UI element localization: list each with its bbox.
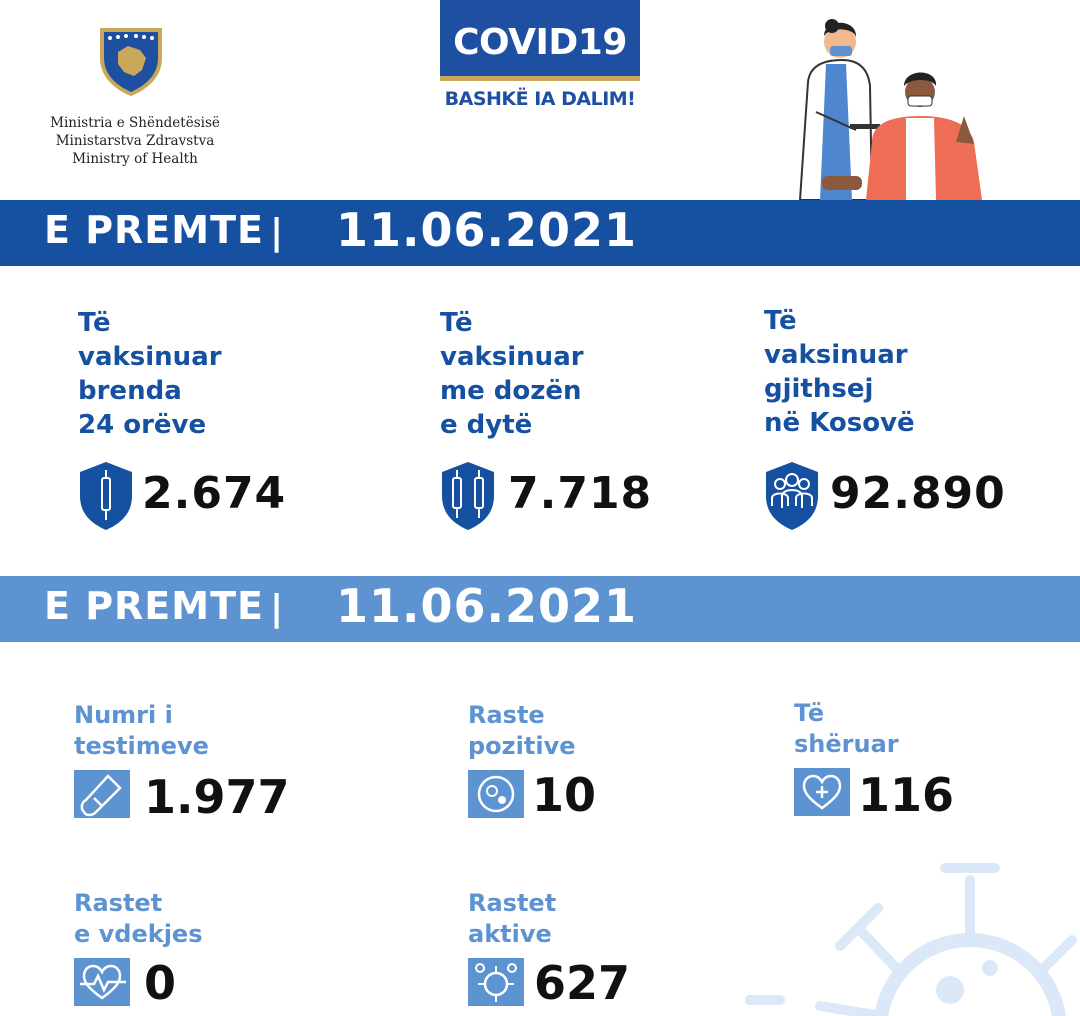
stat-label-line: testimeve bbox=[74, 732, 209, 760]
vaccinated-total-value: 92.890 bbox=[830, 468, 1006, 519]
heartbeat-icon bbox=[74, 958, 130, 1006]
stat-label-line: Të bbox=[794, 699, 825, 727]
active-cases-value: 627 bbox=[534, 956, 631, 1010]
stat-label-line: e dytë bbox=[440, 410, 533, 440]
syringe-icon bbox=[76, 460, 136, 532]
cases-date: 11.06.2021 bbox=[336, 579, 638, 633]
stat-label-line: pozitive bbox=[468, 732, 576, 760]
deaths-value: 0 bbox=[144, 956, 177, 1010]
heart-hands-icon bbox=[794, 768, 850, 816]
positive-cases-stat bbox=[468, 700, 575, 762]
deaths-stat bbox=[74, 888, 202, 950]
stat-label-line: Raste bbox=[468, 701, 545, 729]
vaccinated-second-dose-stat bbox=[440, 306, 584, 442]
virus-watermark-icon bbox=[720, 860, 1080, 1016]
stat-label-line: Të bbox=[440, 308, 473, 338]
stat-label-line: me dozën bbox=[440, 376, 582, 406]
recovered-stat bbox=[794, 698, 899, 760]
campaign-title: COVID19 bbox=[453, 22, 627, 63]
recovered-value: 116 bbox=[858, 768, 955, 822]
ministry-name-albanian: Ministria e Shëndetësisë bbox=[50, 115, 220, 131]
active-cases-stat bbox=[468, 888, 556, 950]
stat-label-line: aktive bbox=[468, 920, 552, 948]
positive-cases-value: 10 bbox=[532, 768, 597, 822]
stat-label-line: gjithsej bbox=[764, 374, 874, 404]
stat-label-line: Të bbox=[764, 306, 797, 336]
vaccinated-second-dose-value: 7.718 bbox=[508, 468, 653, 519]
ministry-name-english: Ministry of Health bbox=[72, 151, 198, 167]
vaccination-separator: | bbox=[270, 212, 284, 253]
vaccination-illustration-icon bbox=[760, 12, 1000, 202]
kosovo-coat-of-arms-icon bbox=[96, 24, 166, 98]
stat-label-line: Numri i bbox=[74, 701, 173, 729]
stat-label-line: shëruar bbox=[794, 730, 899, 758]
virus-icon bbox=[468, 958, 524, 1006]
stat-label-line: vaksinuar bbox=[78, 342, 222, 372]
cases-day: E PREMTE bbox=[44, 584, 264, 628]
campaign-slogan: BASHKË IA DALIM! bbox=[444, 88, 636, 110]
stat-label-line: brenda bbox=[78, 376, 182, 406]
vaccination-day: E PREMTE bbox=[44, 208, 264, 252]
tests-stat bbox=[74, 700, 209, 762]
stat-label-line: Rastet bbox=[74, 889, 163, 917]
double-syringe-icon bbox=[438, 460, 498, 532]
stat-label-line: e vdekjes bbox=[74, 920, 203, 948]
ministry-name-serbian: Ministarstva Zdravstva bbox=[55, 133, 215, 149]
vaccination-date: 11.06.2021 bbox=[336, 203, 638, 257]
test-tube-icon bbox=[74, 770, 130, 818]
vaccinated-24h-stat bbox=[78, 306, 222, 442]
stat-label-line: vaksinuar bbox=[440, 342, 584, 372]
virus-petri-icon bbox=[468, 770, 524, 818]
stat-label-line: Rastet bbox=[468, 889, 557, 917]
campaign-divider bbox=[440, 76, 640, 81]
cases-separator: | bbox=[270, 588, 284, 629]
stat-label-line: në Kosovë bbox=[764, 408, 915, 438]
stat-label-line: 24 orëve bbox=[78, 410, 207, 440]
vaccinated-total-stat bbox=[764, 304, 915, 440]
vaccinated-24h-value: 2.674 bbox=[142, 468, 287, 519]
stat-label-line: vaksinuar bbox=[764, 340, 908, 370]
stat-label-line: Të bbox=[78, 308, 111, 338]
people-icon bbox=[762, 460, 822, 532]
tests-value: 1.977 bbox=[144, 770, 290, 824]
